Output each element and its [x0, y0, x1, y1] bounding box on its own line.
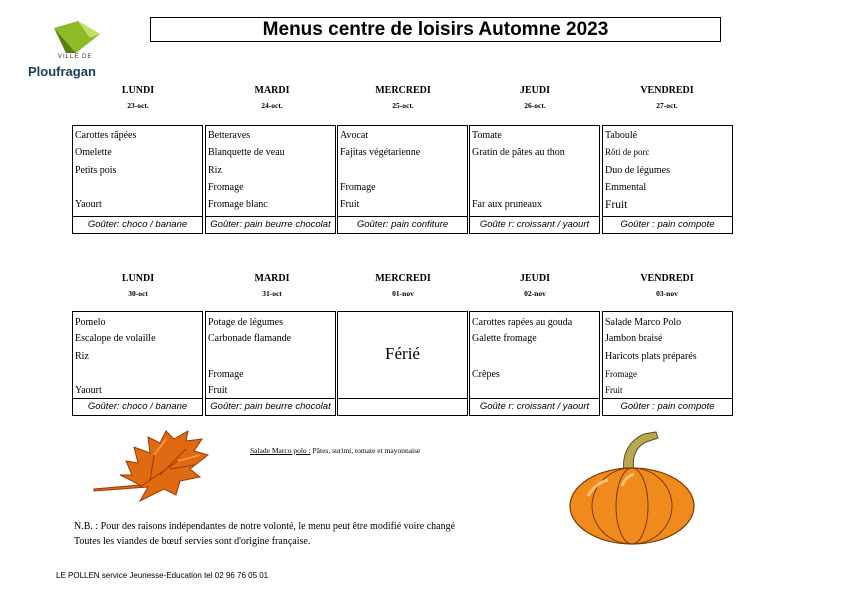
menu-item: Rôti de porc: [605, 147, 650, 157]
menu-item: Fruit: [605, 385, 623, 395]
day-header-mardi: [206, 85, 338, 110]
origin-note: Toutes les viandes de bœuf servies sont d'origine française.: [74, 536, 311, 547]
day-header-vendredi: [601, 85, 733, 110]
holiday-label: Férié: [385, 344, 420, 363]
day-name: LUNDI: [121, 85, 155, 96]
pumpkin-icon: [568, 428, 698, 548]
menu-item: Fruit: [208, 385, 228, 396]
day-date: 02-nov: [524, 289, 546, 298]
menu-cell-mardi: [205, 311, 336, 399]
day-header-mardi: [206, 273, 338, 298]
menu-item: Riz: [75, 351, 89, 362]
gouter-cell: Goûte r: croissant / yaourt: [469, 398, 600, 416]
gouter-cell: Goûte r: croissant / yaourt: [469, 216, 600, 234]
menu-item: Fromage: [605, 369, 637, 379]
menu-item: Avocat: [340, 130, 369, 141]
gouter-cell: Goûter: pain beurre chocolat: [205, 216, 336, 234]
menu-item: Haricots plats préparés: [605, 351, 697, 362]
day-name: LUNDI: [121, 273, 155, 284]
logo-name-text: Ploufragan: [28, 64, 96, 79]
day-header-vendredi: [601, 273, 733, 298]
day-name: JEUDI: [519, 273, 550, 284]
salade-note-label: Salade Marco polo :: [250, 446, 311, 455]
logo-ville-text: VILLE DE: [58, 54, 93, 60]
menu-item: Blanquette de veau: [208, 147, 285, 158]
day-header-lundi: [72, 273, 204, 298]
logo-mark-icon: [52, 20, 104, 54]
day-name: MERCREDI: [375, 273, 431, 284]
day-header-lundi: [72, 85, 204, 110]
menu-cell-jeudi: [469, 125, 600, 217]
day-date: 23-oct.: [127, 101, 149, 110]
menu-cell-mercredi: [337, 125, 468, 217]
menu-item: Emmental: [605, 182, 647, 193]
menu-item: Duo de légumes: [605, 165, 670, 176]
day-date: 03-nov: [656, 289, 678, 298]
menu-item: Taboulé: [605, 130, 638, 141]
menu-item: Riz: [208, 165, 222, 176]
ploufragan-logo: [28, 20, 108, 82]
gouter-cell: Goûter: choco / banane: [72, 216, 203, 234]
menu-item: Petits pois: [75, 165, 117, 176]
gouter-cell: Goûter: choco / banane: [72, 398, 203, 416]
day-name: VENDREDI: [640, 85, 694, 96]
salade-note: [250, 446, 420, 455]
menu-item: Fromage: [208, 369, 244, 380]
menu-item: Fromage: [208, 182, 244, 193]
menu-item: Fajitas végétarienne: [340, 147, 421, 158]
menu-item: Pomelo: [75, 317, 106, 328]
gouter-cell: Goûter : pain compote: [602, 216, 733, 234]
menu-cell-vendredi: [602, 125, 733, 217]
day-name: MERCREDI: [375, 85, 431, 96]
day-name: MARDI: [254, 85, 290, 96]
day-date: 27-oct.: [656, 101, 678, 110]
day-name: MARDI: [254, 273, 290, 284]
menu-cell-jeudi: [469, 311, 600, 399]
day-header-jeudi: [469, 273, 601, 298]
gouter-cell: Goûter: pain confiture: [337, 216, 468, 234]
menu-item: Jambon braisé: [605, 333, 663, 344]
menu-item: Omelette: [75, 147, 112, 158]
menu-cell-mercredi: [337, 311, 468, 399]
menu-item: Fromage: [340, 182, 376, 193]
nb-note: N.B. : Pour des raisons indépendantes de notre volonté, le menu peut être modifié voire changé: [74, 521, 456, 532]
menu-item: Fruit: [340, 199, 360, 210]
menu-cell-lundi: [72, 311, 203, 399]
menu-item: Fromage blanc: [208, 199, 268, 210]
menu-cell-mardi: [205, 125, 336, 217]
menu-item: Yaourt: [75, 199, 102, 210]
menu-item: Carottes rapées au gouda: [472, 317, 573, 328]
maple-leaf-icon: [90, 425, 220, 507]
menu-item: Carottes râpées: [75, 130, 137, 141]
day-date: 01-nov: [392, 289, 414, 298]
day-header-mercredi: [337, 273, 469, 298]
menu-item: Potage de légumes: [208, 317, 283, 328]
day-date: 30-oct: [128, 289, 148, 298]
day-header-mercredi: [337, 85, 469, 110]
menu-item: Carbonade flamande: [208, 333, 292, 344]
menu-item: Far aux pruneaux: [472, 199, 542, 210]
menu-item: Galette fromage: [472, 333, 537, 344]
day-date: 24-oct.: [261, 101, 283, 110]
gouter-cell: Goûter: pain beurre chocolat: [205, 398, 336, 416]
gouter-cell: [337, 398, 468, 416]
menu-item: Salade Marco Polo: [605, 317, 682, 328]
menu-item: Escalope de volaille: [75, 333, 156, 344]
footer-contact: LE POLLEN service Jeunesse-Education tel 02 96 76 05 01: [56, 571, 269, 580]
menu-item: Gratin de pâtes au thon: [472, 147, 565, 158]
day-name: VENDREDI: [640, 273, 694, 284]
menu-item: Yaourt: [75, 385, 102, 396]
gouter-cell: Goûter : pain compote: [602, 398, 733, 416]
day-header-jeudi: [469, 85, 601, 110]
menu-item: Betteraves: [208, 130, 251, 141]
menu-item: Fruit: [605, 199, 628, 211]
day-name: JEUDI: [519, 85, 550, 96]
menu-cell-vendredi: [602, 311, 733, 399]
salade-note-text: Pâtes, surimi, tomate et mayonnaise: [310, 446, 421, 455]
menu-item: Crêpes: [472, 369, 500, 380]
day-date: 31-oct: [262, 289, 282, 298]
menu-item: Tomate: [472, 130, 502, 141]
day-date: 25-oct.: [392, 101, 414, 110]
page-title: Menus centre de loisirs Automne 2023: [150, 17, 721, 42]
day-date: 26-oct.: [524, 101, 546, 110]
menu-cell-lundi: [72, 125, 203, 217]
